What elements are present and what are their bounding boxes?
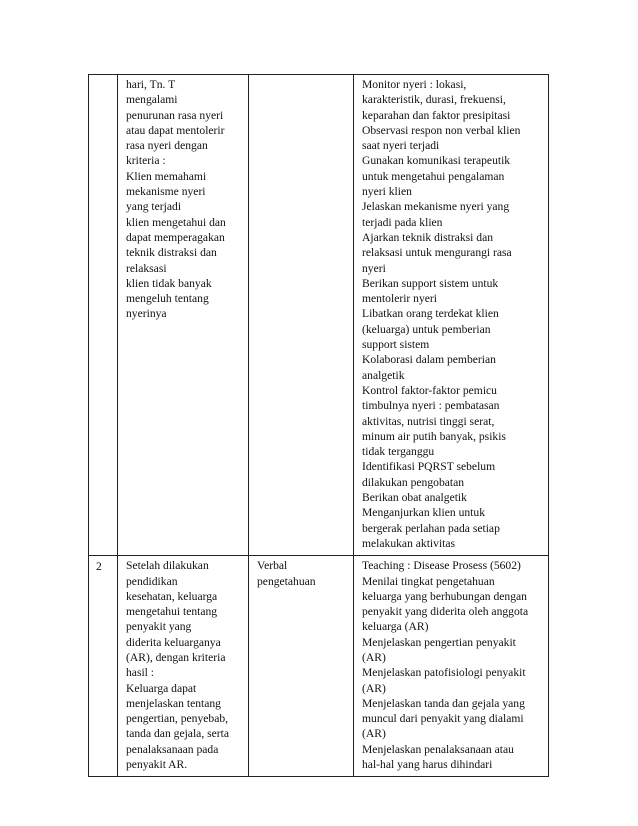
- text-line: diderita keluarganya: [126, 635, 221, 649]
- text-line: keluarga yang berhubungan dengan: [362, 589, 527, 603]
- text-line: terjadi pada klien: [362, 215, 443, 229]
- text-line: untuk mengetahui pengalaman: [362, 169, 505, 183]
- text-line: Monitor nyeri : lokasi,: [362, 78, 467, 91]
- criteria-text: [118, 75, 248, 326]
- text-line: nyerinya: [126, 307, 167, 321]
- text-line: support sistem: [362, 338, 430, 352]
- text-line: Setelah dilakukan: [126, 559, 209, 573]
- text-line: dilakukan pengobatan: [362, 475, 465, 489]
- text-line: Jelaskan mekanisme nyeri yang: [362, 200, 510, 214]
- text-line: karakteristik, durasi, frekuensi,: [362, 93, 506, 107]
- text-line: Berikan obat analgetik: [362, 491, 467, 505]
- text-line: Menjelaskan tanda dan gejala yang: [362, 696, 525, 710]
- text-line: mengetahui tentang: [126, 605, 218, 619]
- text-line: menjelaskan tentang: [126, 696, 221, 710]
- text-line: minum air putih banyak, psikis: [362, 429, 506, 443]
- text-line: pengertian, penyebab,: [126, 712, 229, 726]
- text-line: tanda dan gejala, serta: [126, 727, 230, 741]
- text-line: saat nyeri terjadi: [362, 139, 440, 153]
- text-line: Observasi respon non verbal klien: [362, 123, 521, 137]
- text-line: Teaching : Disease Prosess (5602): [362, 559, 521, 573]
- table-row: [89, 75, 549, 556]
- row-number-cell: [89, 556, 118, 777]
- nursing-care-plan-table: [88, 74, 549, 777]
- text-line: mekanisme nyeri: [126, 185, 206, 199]
- intervention-cell: [354, 75, 549, 556]
- text-line: dapat memperagakan: [126, 230, 225, 244]
- text-line: relaksasi: [126, 261, 167, 275]
- text-line: (AR), dengan kriteria: [126, 650, 226, 664]
- text-line: relaksasi untuk mengurangi rasa: [362, 246, 512, 260]
- text-line: mengeluh tentang: [126, 292, 209, 306]
- text-line: Menjelaskan pengertian penyakit: [362, 635, 516, 649]
- diagnosis-text: [249, 556, 353, 593]
- criteria-cell: [118, 556, 249, 777]
- text-line: bergerak perlahan pada setiap: [362, 521, 500, 535]
- text-line: tidak terganggu: [362, 445, 435, 459]
- text-line: teknik distraksi dan: [126, 246, 217, 260]
- intervention-cell: [354, 556, 549, 777]
- text-line: Menganjurkan klien untuk: [362, 506, 485, 520]
- text-line: nyeri: [362, 261, 386, 275]
- text-line: Berikan support sistem untuk: [362, 276, 499, 290]
- text-line: hari, Tn. T: [126, 78, 176, 91]
- text-line: Menjelaskan patofisiologi penyakit: [362, 666, 526, 680]
- text-line: keluarga (AR): [362, 620, 429, 634]
- text-line: pengetahuan: [257, 574, 316, 588]
- text-line: atau dapat mentolerir: [126, 123, 225, 137]
- text-line: Keluarga dapat: [126, 681, 197, 695]
- diagnosis-cell: [249, 75, 354, 556]
- text-line: penalaksanaan pada: [126, 742, 219, 756]
- text-line: Menjelaskan penalaksanaan atau: [362, 742, 514, 756]
- text-line: pendidikan: [126, 574, 178, 588]
- diagnosis-cell: [249, 556, 354, 777]
- row-number: [89, 75, 117, 79]
- text-line: klien mengetahui dan: [126, 215, 226, 229]
- text-line: melakukan aktivitas: [362, 536, 456, 550]
- text-line: Ajarkan teknik distraksi dan: [362, 230, 494, 244]
- text-line: yang terjadi: [126, 200, 182, 214]
- text-line: rasa nyeri dengan: [126, 139, 208, 153]
- intervention-text: [354, 75, 548, 555]
- text-line: keparahan dan faktor presipitasi: [362, 108, 511, 122]
- text-line: (AR): [362, 650, 386, 664]
- row-number-cell: [89, 75, 118, 556]
- text-line: Verbal: [257, 559, 288, 573]
- criteria-text: [118, 556, 248, 776]
- text-line: Gunakan komunikasi terapeutik: [362, 154, 511, 168]
- text-line: (AR): [362, 681, 386, 695]
- text-line: analgetik: [362, 368, 405, 382]
- text-line: Kontrol faktor-faktor pemicu: [362, 383, 497, 397]
- text-line: penurunan rasa nyeri: [126, 108, 224, 122]
- text-line: nyeri klien: [362, 185, 412, 199]
- table-row: [89, 556, 549, 777]
- text-line: kesehatan, keluarga: [126, 589, 218, 603]
- text-line: timbulnya nyeri : pembatasan: [362, 399, 500, 413]
- text-line: klien tidak banyak: [126, 276, 212, 290]
- row-number: 2: [96, 560, 102, 574]
- text-line: penyakit yang: [126, 620, 192, 634]
- text-line: aktivitas, nutrisi tinggi serat,: [362, 414, 495, 428]
- text-line: Libatkan orang terdekat klien: [362, 307, 499, 321]
- text-line: (keluarga) untuk pemberian: [362, 322, 491, 336]
- text-line: mengalami: [126, 93, 178, 107]
- text-line: hal-hal yang harus dihindari: [362, 758, 493, 772]
- intervention-text: [354, 556, 548, 776]
- text-line: penyakit AR.: [126, 758, 188, 772]
- text-line: Menilai tingkat pengetahuan: [362, 574, 495, 588]
- text-line: mentolerir nyeri: [362, 292, 438, 306]
- diagnosis-text: [249, 75, 353, 81]
- text-line: (AR): [362, 727, 386, 741]
- text-line: hasil :: [126, 666, 155, 680]
- text-line: Klien memahami: [126, 169, 207, 183]
- text-line: Identifikasi PQRST sebelum: [362, 460, 496, 474]
- text-line: penyakit yang diderita oleh anggota: [362, 605, 529, 619]
- criteria-cell: [118, 75, 249, 556]
- text-line: kriteria :: [126, 154, 166, 168]
- text-line: muncul dari penyakit yang dialami: [362, 712, 524, 726]
- text-line: Kolaborasi dalam pemberian: [362, 353, 496, 367]
